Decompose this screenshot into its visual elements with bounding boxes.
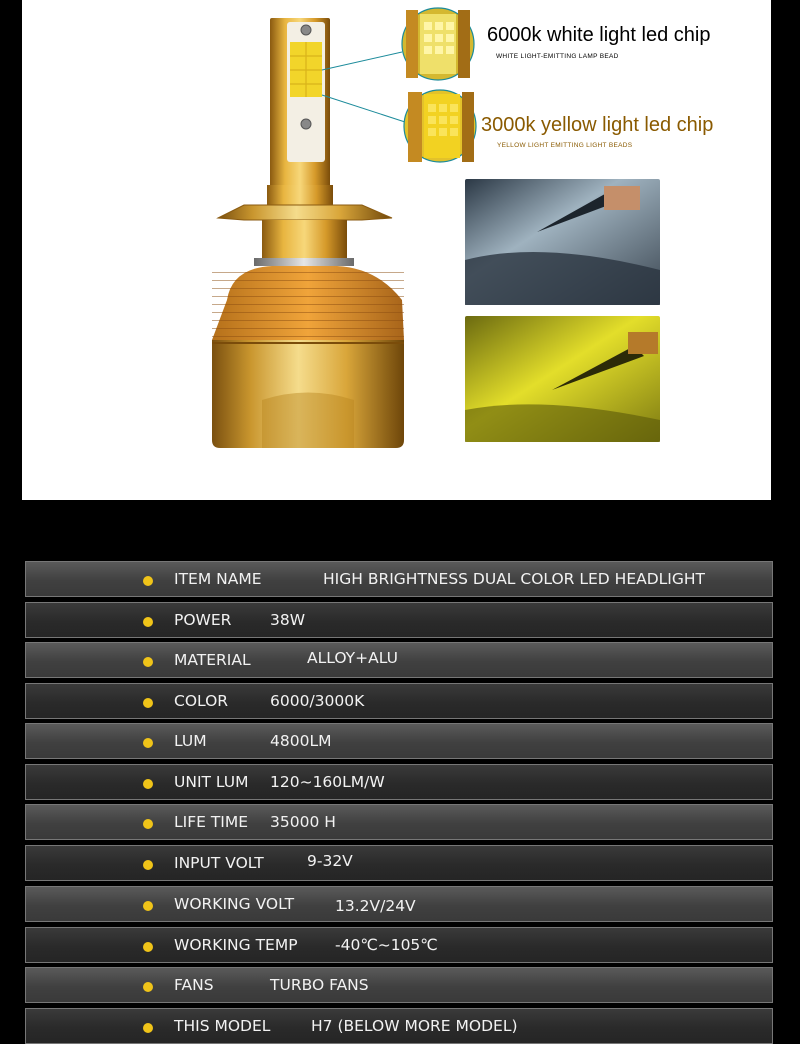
yellow-light-scene-image [465,316,660,442]
bullet-icon [143,942,153,952]
spec-label: LUM [174,732,207,750]
spec-value: HIGH BRIGHTNESS DUAL COLOR LED HEADLIGHT [323,570,705,588]
bullet-icon [143,1023,153,1033]
spec-value: 6000/3000K [270,692,365,710]
white-chip-subtitle: WHITE LIGHT-EMITTING LAMP BEAD [496,53,619,60]
spec-value: 13.2V/24V [335,897,416,915]
bullet-icon [143,819,153,829]
bullet-icon [143,982,153,992]
spec-row-color [25,683,773,719]
spec-value: ALLOY+ALU [307,649,398,667]
white-chip-zoom-icon [402,8,474,80]
spec-label: WORKING VOLT [174,895,295,913]
spec-label: FANS [174,976,214,994]
spec-label: ITEM NAME [174,570,262,588]
spec-row-working-temp [25,927,773,963]
spec-label: COLOR [174,692,229,710]
spec-label: INPUT VOLT [174,854,264,872]
spec-value: 120~160LM/W [270,773,385,791]
spec-label: UNIT LUM [174,773,249,791]
bullet-icon [143,738,153,748]
spec-row-working-volt [25,886,773,922]
spec-value: -40℃~105℃ [335,936,438,954]
bullet-icon [143,657,153,667]
spec-value: 9-32V [307,852,353,870]
spec-value: 35000 H [270,813,336,831]
spec-label: WORKING TEMP [174,936,298,954]
spec-label: POWER [174,611,232,629]
yellow-chip-title: 3000k yellow light led chip [481,114,714,136]
spec-row-fans [25,967,773,1003]
bullet-icon [143,860,153,870]
yellow-chip-zoom-icon [404,90,476,162]
spec-label: LIFE TIME [174,813,249,831]
spec-row-lum [25,723,773,759]
spec-row-input-volt [25,845,773,881]
bullet-icon [143,779,153,789]
yellow-chip-subtitle: YELLOW LIGHT EMITTING LIGHT BEADS [497,142,633,149]
spec-value: 38W [270,611,306,629]
bullet-icon [143,617,153,627]
bullet-icon [143,901,153,911]
spec-value: TURBO FANS [270,976,369,994]
spec-row-item-name [25,561,773,597]
bullet-icon [143,698,153,708]
spec-row-unit-lum [25,764,773,800]
white-chip-title: 6000k white light led chip [487,24,711,46]
spec-value: H7 (BELOW MORE MODEL) [311,1017,518,1035]
spec-label: MATERIAL [174,651,251,669]
white-light-scene-image [465,179,660,305]
spec-value: 4800LM [270,732,332,750]
led-bulb-illustration [22,0,771,500]
spec-row-material [25,642,773,678]
bullet-icon [143,576,153,586]
spec-row-power [25,602,773,638]
product-hero [22,0,771,500]
spec-label: THIS MODEL [174,1017,271,1035]
spec-row-life-time [25,804,773,840]
spec-row-this-model [25,1008,773,1044]
